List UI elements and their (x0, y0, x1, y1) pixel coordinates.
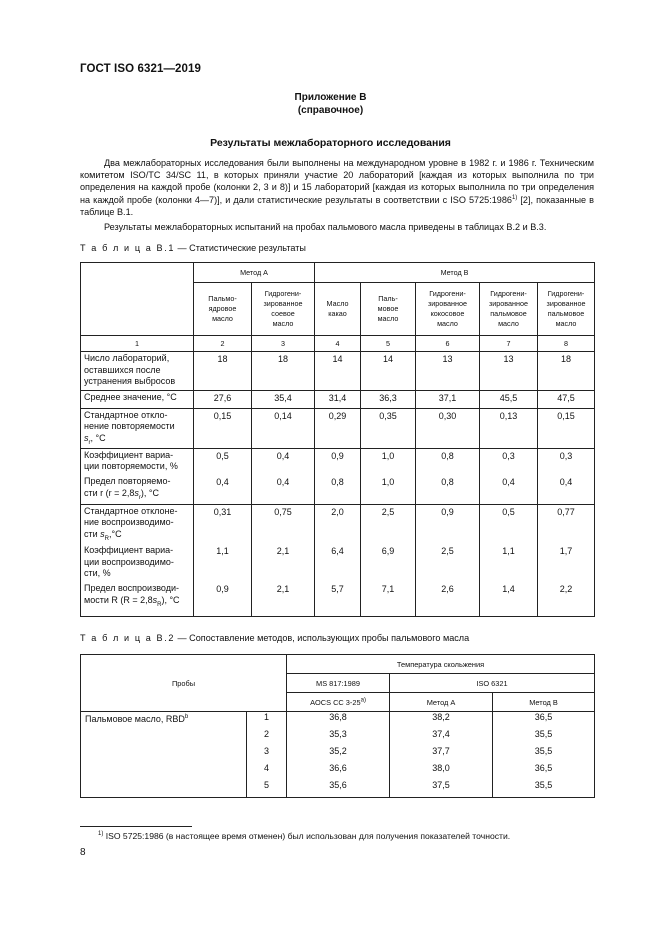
table-row (81, 352, 595, 391)
row-label-line: Коэффициент вариа- (84, 545, 174, 555)
cell-value: 6,4 (315, 544, 361, 582)
column-number: 8 (538, 336, 595, 352)
row-label (81, 504, 194, 544)
column-number: 3 (252, 336, 315, 352)
cell-method-a: 37,7 (390, 746, 493, 763)
paragraph-1-text: Два межлабораторных исследования были выполнены на международном уровне в 1982 г. и 1986 г. Техническим комитетом ISO/TC 34/SC 11, в которых приняли участие 20 лабораторий [каждая из которых выполнила по три определения на каждой пробе (колонки 2, 3 и 8)] и 15 лабораторий [каждая из которых выполнила по три определения на каждой пробе (колонки 4—7)], и дали статистические результаты в соответствии с ISO 5725:1986 (80, 158, 594, 205)
cell-value: 2,0 (315, 504, 361, 544)
cell-value: 0,4 (194, 475, 252, 504)
row-label-line: ние воспроизводимо- (84, 517, 174, 527)
column-header: Пальмо- ядровое масло (194, 283, 252, 336)
table-1-caption-prefix: Т а б л и ц а В.1 (80, 243, 176, 253)
cell-method-b: 36,5 (493, 763, 595, 780)
cell-value: 2,1 (252, 544, 315, 582)
cell-value: 2,1 (252, 582, 315, 616)
table-row (81, 390, 595, 408)
row-label-line: Коэффициент вариа- (84, 449, 174, 460)
row-label (81, 544, 194, 582)
column-number: 6 (416, 336, 480, 352)
cell-value: 0,4 (538, 475, 595, 504)
cell-value: 1,1 (480, 544, 538, 582)
table-2-caption (80, 633, 469, 643)
cell-value: 0,8 (416, 448, 480, 475)
cell-aocs: 35,6 (287, 780, 390, 798)
cell-value: 0,4 (252, 475, 315, 504)
cell-value: 45,5 (480, 390, 538, 408)
cell-value: 2,5 (416, 544, 480, 582)
header-method-b-2: Метод В (493, 693, 595, 712)
header-iso-6321: ISO 6321 (390, 674, 595, 693)
cell-method-a: 38,2 (390, 712, 493, 730)
standard-code: ГОСТ ISO 6321—2019 (80, 63, 202, 75)
cell-value: 14 (361, 352, 416, 391)
header-method-a-2: Метод А (390, 693, 493, 712)
cell-method-a: 38,0 (390, 763, 493, 780)
row-label (81, 390, 194, 408)
header-method-a: Метод А (194, 263, 315, 283)
cell-value: 37,1 (416, 390, 480, 408)
column-header: Масло какао (315, 283, 361, 336)
cell-value: 0,5 (480, 504, 538, 544)
column-header: Гидрогени- зированное соевое масло (252, 283, 315, 336)
cell-value: 2,2 (538, 582, 595, 616)
cell-value: 0,4 (252, 448, 315, 475)
cell-value: 14 (315, 352, 361, 391)
symbol-s: s (152, 594, 158, 605)
row-label (81, 475, 194, 504)
header-method-b: Метод В (315, 263, 595, 283)
row-label-line: сти $s_R,^\circ C$ (84, 528, 122, 542)
page-number: 8 (80, 847, 86, 858)
cell-value: 0,29 (315, 408, 361, 448)
cell-value: 2,6 (416, 582, 480, 616)
subscript: r (88, 439, 91, 446)
row-label-line: Стандартное отклоне- (84, 505, 178, 516)
cell-value: 1,7 (538, 544, 595, 582)
cell-value: 0,3 (480, 448, 538, 475)
header-blank (81, 263, 194, 336)
header-aocs (287, 693, 390, 712)
cell-value: 0,3 (538, 448, 595, 475)
cell-value: 0,14 (252, 408, 315, 448)
cell-value: 0,15 (538, 408, 595, 448)
cell-method-b: 35,5 (493, 729, 595, 746)
section-title: Результаты межлабораторного исследования (210, 137, 451, 149)
annex-subtitle: (справочное) (297, 105, 364, 116)
row-label-line: Среднее значение, °C (84, 391, 177, 402)
cell-value: 36,3 (361, 390, 416, 408)
cell-method-a: 37,5 (390, 780, 493, 798)
sample-number: 2 (247, 729, 287, 746)
cell-value: 0,4 (480, 475, 538, 504)
column-number: 7 (480, 336, 538, 352)
subscript: r (138, 494, 141, 501)
cell-aocs: 35,2 (287, 746, 390, 763)
column-number: 1 (81, 336, 194, 352)
annex-title: Приложение В (294, 92, 367, 103)
cell-value: 7,1 (361, 582, 416, 616)
cell-value: 0,35 (361, 408, 416, 448)
table-1-caption-text: — Статистические результаты (175, 243, 306, 253)
header-ms-817: MS 817:1989 (287, 674, 390, 693)
row-label (81, 352, 194, 391)
table-row (81, 408, 595, 448)
cell-value: 35,4 (252, 390, 315, 408)
cell-value: 5,7 (315, 582, 361, 616)
column-number: 2 (194, 336, 252, 352)
row-label-line: нение повторяемости (84, 421, 175, 431)
subscript: R (157, 601, 162, 608)
cell-value: 0,9 (315, 448, 361, 475)
cell-value: 1,1 (194, 544, 252, 582)
sample-number: 5 (247, 780, 287, 798)
table-row (81, 448, 595, 475)
row-label (81, 582, 194, 616)
header-slip-temperature: Температура скольжения (287, 655, 595, 674)
table-row (81, 504, 595, 544)
table-method-comparison (80, 654, 595, 798)
cell-value: 0,8 (315, 475, 361, 504)
cell-value: 0,15 (194, 408, 252, 448)
row-label-line: ции повторяемости, % (84, 461, 178, 471)
cell-value: 47,5 (538, 390, 595, 408)
cell-value: 18 (252, 352, 315, 391)
cell-value: 13 (480, 352, 538, 391)
cell-value: 27,6 (194, 390, 252, 408)
footnote-mark: 1) (98, 831, 104, 838)
row-label-line: Предел повторяемо- (84, 476, 171, 486)
cell-value: 0,5 (194, 448, 252, 475)
symbol-s: s (100, 528, 105, 539)
cell-value: 0,8 (416, 475, 480, 504)
table-row (81, 712, 595, 730)
row-label-line: Число лабораторий, (84, 353, 170, 363)
cell-value: 0,31 (194, 504, 252, 544)
cell-value: 0,9 (194, 582, 252, 616)
cell-method-b: 35,5 (493, 780, 595, 798)
table-2-caption-text: — Сопоставление методов, использующих пробы пальмового масла (175, 633, 470, 643)
row-label-line: сти r $(r = 2,8s_r)$, °C (84, 487, 160, 501)
sample-label-text: Пальмовое масло, RBD (85, 714, 185, 724)
column-header: Гидрогени- зированное пальмовое масло (538, 283, 595, 336)
table-1-caption (80, 243, 306, 253)
paragraph-1-tail: [2], показанные в таблице В.1. (80, 194, 594, 217)
cell-value: 0,77 (538, 504, 595, 544)
cell-aocs: 35,3 (287, 729, 390, 746)
footnote-ref: 1) (511, 194, 518, 201)
row-label-line: Стандартное откло- (84, 409, 168, 420)
table-row (81, 544, 595, 582)
paragraph-2: Результаты межлабораторных испытаний на пробах пальмового масла приведены в таблицах В.2 и В.3. (104, 222, 547, 232)
cell-value: 1,0 (361, 475, 416, 504)
footnote-rule (80, 826, 192, 827)
row-label-line: ции воспроизводимо- (84, 556, 174, 567)
sample-number: 4 (247, 763, 287, 780)
cell-method-b: 36,5 (493, 712, 595, 730)
column-header: Гидрогени- зированное пальмовое масло (480, 283, 538, 336)
row-label-line: оставшихся после (84, 364, 161, 375)
cell-method-b: 35,5 (493, 746, 595, 763)
cell-aocs: 36,8 (287, 712, 390, 730)
sample-number: 3 (247, 746, 287, 763)
cell-value: 18 (194, 352, 252, 391)
cell-value: 13 (416, 352, 480, 391)
table-row (81, 475, 595, 504)
subscript: R (104, 535, 109, 542)
column-header: Паль- мовое масло (361, 283, 416, 336)
row-label-line: сти, % (84, 568, 111, 578)
row-label (81, 448, 194, 475)
cell-value: 0,13 (480, 408, 538, 448)
cell-value: 6,9 (361, 544, 416, 582)
header-samples: Пробы (81, 655, 287, 712)
cell-value: 1,0 (361, 448, 416, 475)
row-label-line: Предел воспроизводи- (84, 583, 179, 593)
cell-value: 0,30 (416, 408, 480, 448)
cell-value: 1,4 (480, 582, 538, 616)
symbol-s: s (84, 432, 89, 443)
sample-label-sup: b (184, 714, 189, 720)
table-2-caption-prefix: Т а б л и ц а В.2 (80, 633, 176, 643)
cell-method-a: 37,4 (390, 729, 493, 746)
column-number: 5 (361, 336, 416, 352)
table-row (81, 582, 595, 616)
sample-number: 1 (247, 712, 287, 730)
column-number: 4 (315, 336, 361, 352)
cell-value: 0,9 (416, 504, 480, 544)
cell-aocs: 36,6 (287, 763, 390, 780)
table-statistical-results (80, 262, 595, 617)
footnote (98, 831, 510, 841)
symbol-s: s (134, 487, 139, 498)
header-aocs-sup: a) (360, 697, 366, 704)
row-label-line: мости R $(R = 2,8s_R)$, °C (84, 594, 180, 608)
cell-value: 0,75 (252, 504, 315, 544)
header-aocs-text: AOCS CC 3-25 (310, 697, 361, 707)
row-label-line: устранения выбросов (84, 376, 176, 386)
row-label (81, 408, 194, 448)
column-header: Гидрогени- зированное кокосовое масло (416, 283, 480, 336)
cell-value: 2,5 (361, 504, 416, 544)
cell-value: 18 (538, 352, 595, 391)
sample-label (81, 712, 247, 798)
cell-value: 31,4 (315, 390, 361, 408)
paragraph-1 (80, 157, 594, 218)
footnote-text: ISO 5725:1986 (в настоящее время отменен) был использован для получения показателей точности. (105, 831, 511, 841)
row-label-line: $s_r$, °C (84, 432, 106, 446)
